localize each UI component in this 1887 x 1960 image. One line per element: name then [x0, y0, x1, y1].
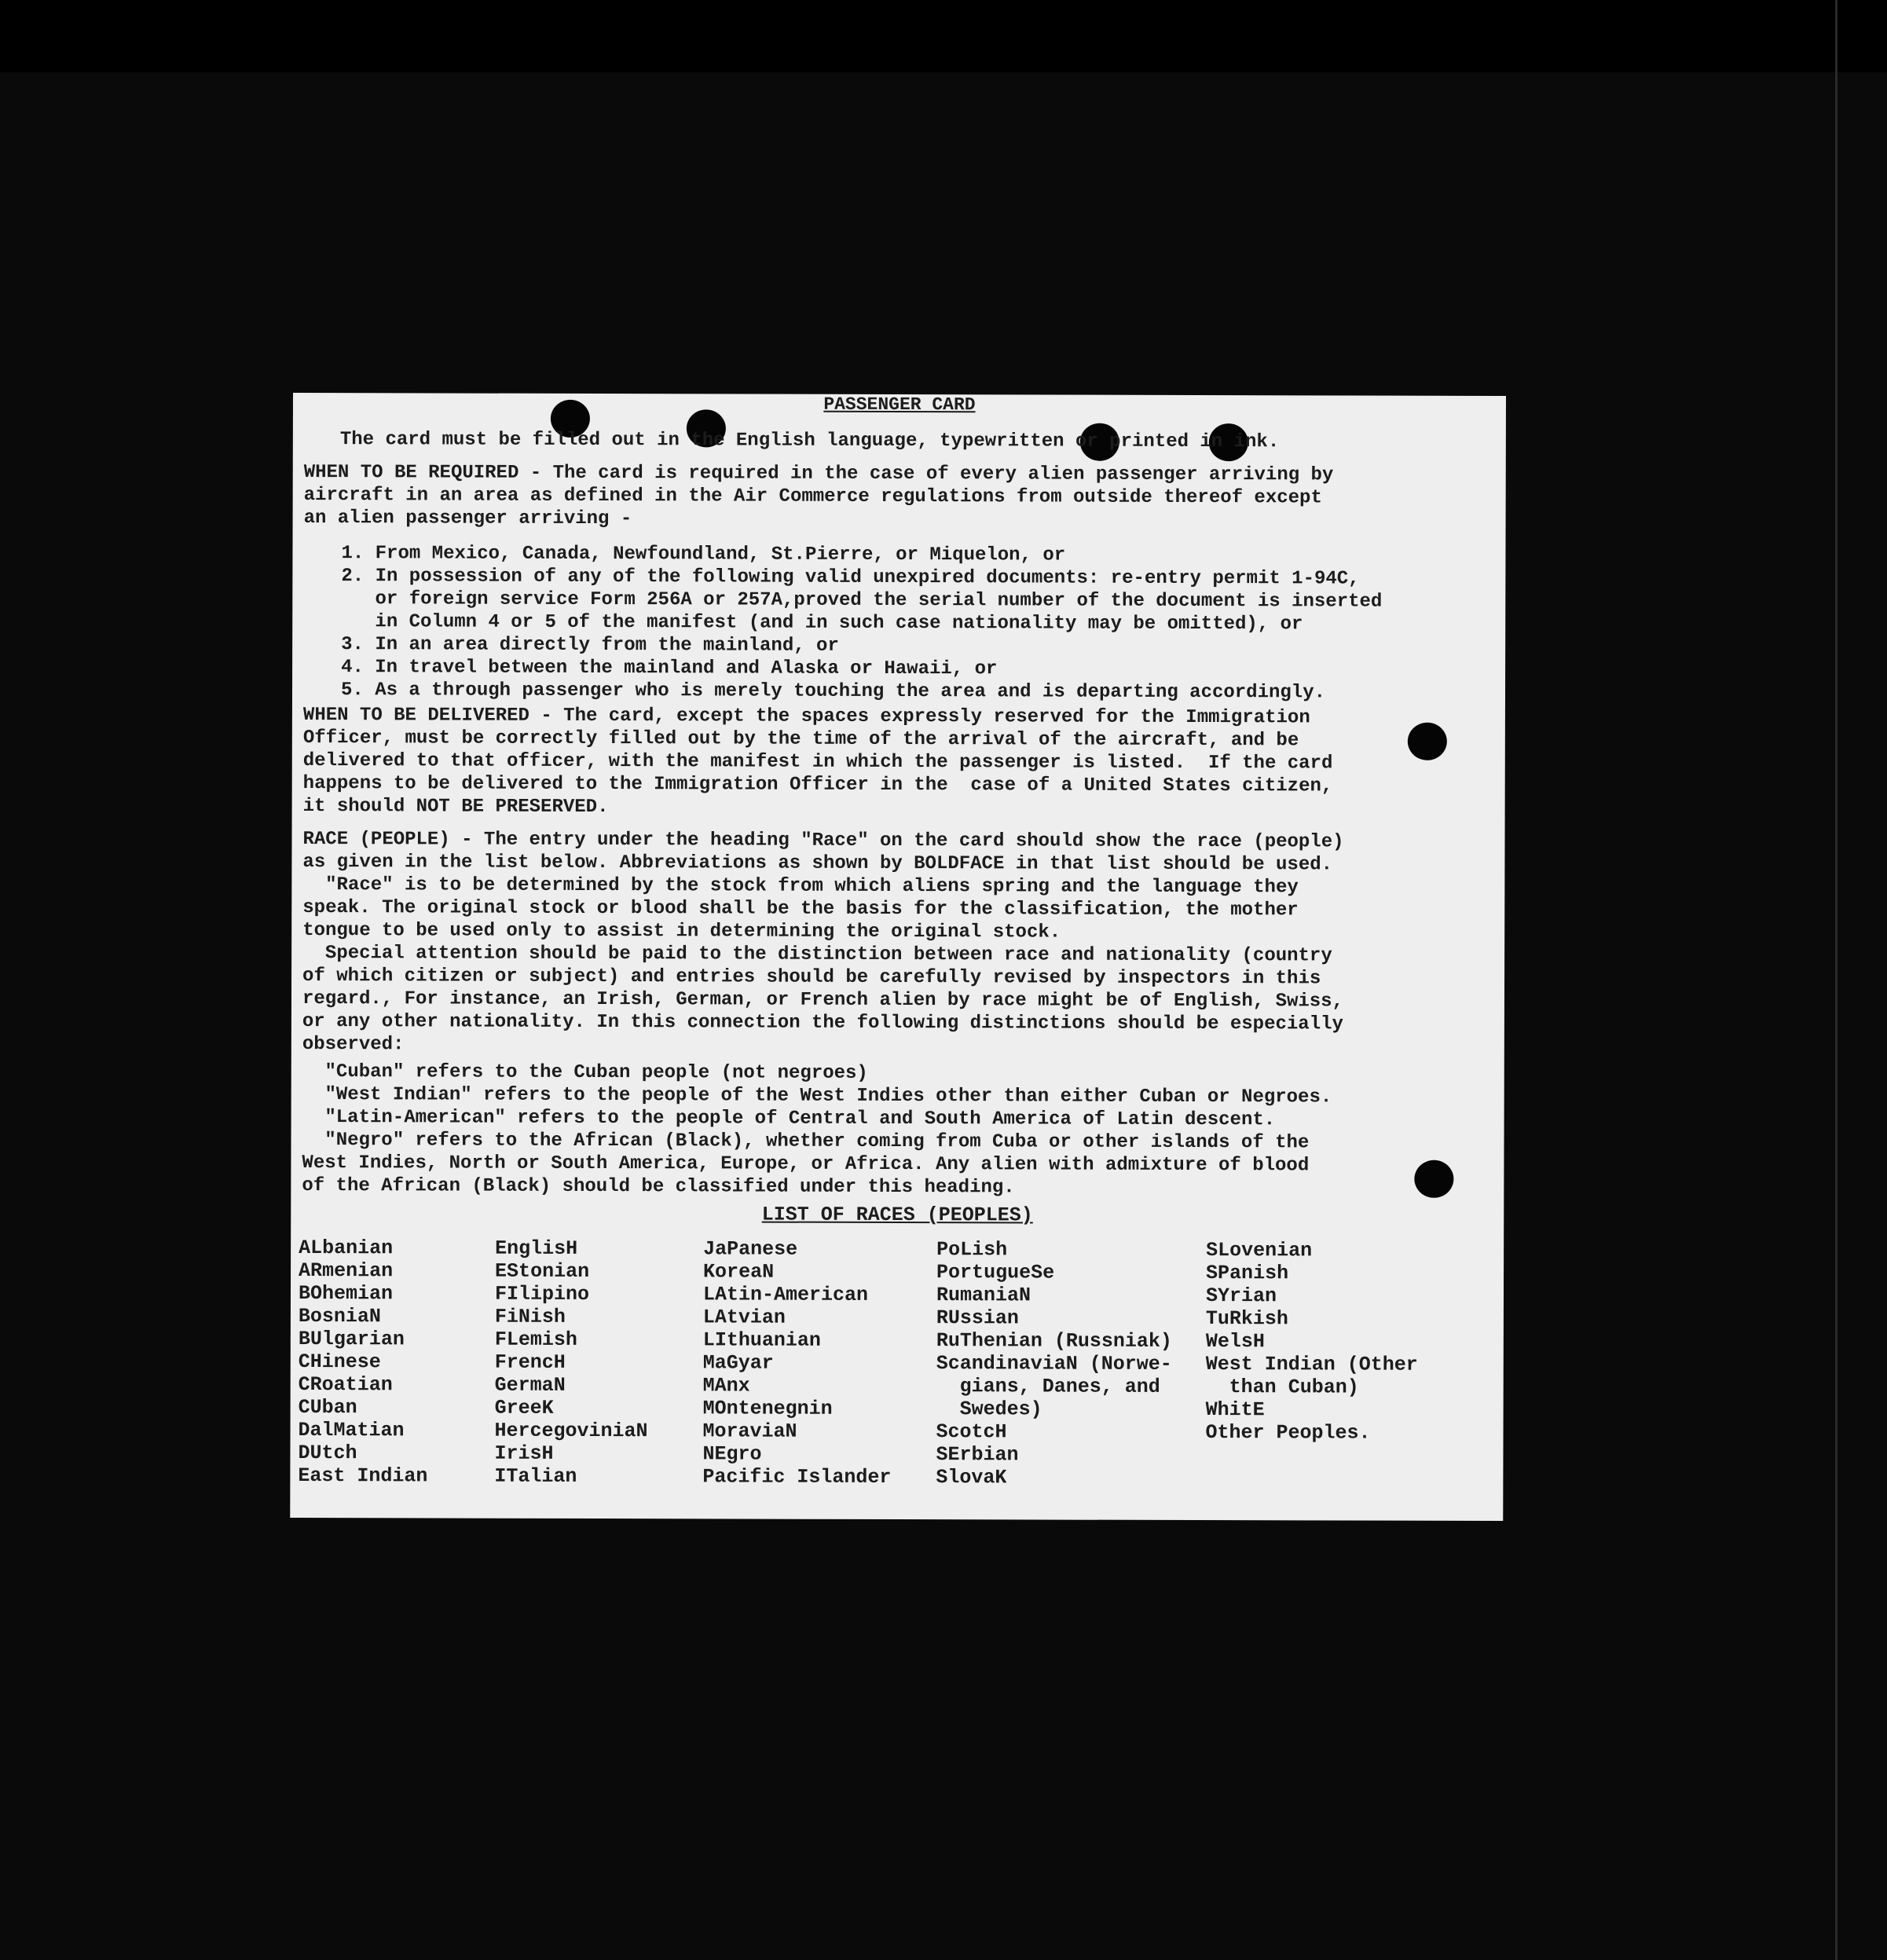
race-entry: SLovenian	[1206, 1239, 1313, 1262]
race-entry: CUban	[298, 1396, 357, 1420]
races-column-3	[702, 1237, 892, 1489]
delivered-section	[303, 704, 1333, 820]
delivered-line: it should NOT BE PRESERVED.	[302, 796, 609, 819]
race-entry: ALbanian	[299, 1236, 394, 1260]
punch-hole-6	[1414, 1160, 1453, 1198]
race-line: West Indies, North or South America, Europe, or Africa. Any alien with admixture of blood	[302, 1152, 1310, 1177]
race-entry: RUssian	[936, 1306, 1019, 1330]
required-line: WHEN TO BE REQUIRED - The card is required in the case of every alien passenger arriving by	[303, 462, 1334, 486]
race-line: regard., For instance, an Irish, German, or French alien by race might be of English, Swiss,	[302, 988, 1344, 1013]
delivered-line: happens to be delivered to the Immigration Officer in the case of a United States citizen,	[302, 773, 1333, 797]
required-line: an alien passenger arriving -	[303, 507, 632, 530]
intro-line: The card must be filled out in the English language, typewritten or printed in ink.	[339, 429, 1280, 453]
race-entry: NEgro	[702, 1442, 762, 1466]
race-line: Special attention should be paid to the distinction between race and nationality (country	[302, 943, 1332, 967]
race-line: "Race" is to be determined by the stock from which aliens spring and the language they	[302, 874, 1299, 899]
race-entry: BOhemian	[298, 1282, 394, 1306]
races-table	[298, 1236, 1493, 1507]
required-item: or foreign service Form 256A or 257A,proved the serial number of the document is inserted	[341, 588, 1383, 613]
race-entry: than Cuban)	[1205, 1376, 1359, 1399]
race-entry: IrisH	[494, 1442, 554, 1465]
race-line: "Latin-American" refers to the people of Central and South America of Latin descent.	[302, 1107, 1276, 1131]
required-section	[303, 461, 1383, 705]
delivered-line: Officer, must be correctly filled out by the time of the arrival of the aircraft, and be	[302, 727, 1299, 752]
race-entry: PoLish	[936, 1238, 1008, 1262]
race-entry: EStonian	[495, 1259, 590, 1283]
race-line: speak. The original stock or blood shall be the basis for the classification, the mother	[302, 897, 1299, 921]
delivered-line: WHEN TO BE DELIVERED - The card, except the spaces expressly reserved for the Immigration	[302, 705, 1310, 729]
race-entry: RuThenian (Russniak)	[936, 1329, 1172, 1353]
race-entry: CRoatian	[298, 1373, 393, 1397]
race-entry: FiNish	[494, 1305, 566, 1328]
race-entry: Other Peoples.	[1205, 1421, 1371, 1445]
race-line: or any other nationality. In this connection the following distinctions should be especially	[302, 1011, 1343, 1035]
race-line: RACE (PEOPLE) - The entry under the heading "Race" on the card should show the race (people)	[302, 829, 1344, 853]
race-line: "West Indian" refers to the people of the West Indies other than either Cuban or Negroes.	[302, 1084, 1332, 1108]
race-entry: GermaN	[494, 1373, 566, 1397]
race-entry: KoreaN	[703, 1260, 775, 1284]
race-entry: MAnx	[702, 1374, 750, 1398]
race-line: observed:	[302, 1034, 405, 1056]
required-item: 5. As a through passenger who is merely touching the area and is departing accordingly.	[340, 680, 1326, 704]
race-section	[302, 828, 1343, 1200]
required-item: 1. From Mexico, Canada, Newfoundland, St.Pierre, or Miquelon, or	[341, 543, 1066, 566]
race-entry: LAtvian	[702, 1306, 786, 1329]
list-of-races-title: LIST OF RACES (PEOPLES)	[761, 1203, 1033, 1227]
race-entry: SYrian	[1205, 1284, 1277, 1308]
required-line: aircraft in an area as defined in the Air Commerce regulations from outside thereof except	[303, 485, 1322, 509]
race-entry: LIthuanian	[702, 1328, 821, 1352]
required-item: 2. In possession of any of the following valid unexpired documents: re-entry permit 1-94C,	[341, 566, 1360, 590]
race-entry: Swedes)	[936, 1398, 1042, 1421]
card-title: PASSENGER CARD	[823, 394, 976, 416]
races-column-4	[936, 1238, 1172, 1489]
race-entry: PortugueSe	[936, 1261, 1055, 1284]
race-entry: MOntenegnin	[702, 1397, 833, 1420]
race-entry: WhitE	[1205, 1398, 1265, 1422]
race-entry: West Indian (Other	[1205, 1353, 1418, 1376]
race-entry: MaGyar	[702, 1351, 774, 1375]
race-entry: FIlipino	[494, 1282, 590, 1306]
race-entry: gians, Danes, and	[936, 1375, 1160, 1398]
race-entry: ARmenian	[299, 1259, 394, 1283]
race-entry: TuRkish	[1205, 1307, 1288, 1331]
race-entry: HercegoviniaN	[494, 1419, 648, 1443]
race-entry: WelsH	[1205, 1330, 1265, 1354]
race-entry: FrencH	[494, 1350, 566, 1374]
race-entry: MoraviaN	[702, 1420, 797, 1443]
race-entry: EnglisH	[495, 1236, 578, 1260]
race-entry: Pacific Islander	[702, 1465, 892, 1489]
race-entry: GreeK	[494, 1396, 554, 1420]
race-line: tongue to be used only to assist in determining the original stock.	[302, 920, 1061, 943]
race-entry: DUtch	[298, 1442, 357, 1465]
race-line: as given in the list below. Abbreviations as shown by BOLDFACE in that list should be used.	[302, 852, 1333, 876]
race-entry: ITalian	[494, 1464, 577, 1488]
race-entry: SPanish	[1206, 1262, 1289, 1285]
race-line: of the African (Black) should be classified under this heading.	[302, 1175, 1015, 1199]
race-entry: DalMatian	[298, 1419, 405, 1442]
required-item: in Column 4 or 5 of the manifest (and in such case nationality may be omitted), or	[341, 611, 1303, 636]
scan-top-band	[0, 0, 1887, 72]
races-column-1	[298, 1236, 428, 1487]
race-entry: SlovaK	[936, 1466, 1007, 1489]
race-entry: BosniaN	[298, 1305, 381, 1328]
passenger-card	[290, 393, 1506, 1521]
punch-hole-5	[1408, 723, 1447, 760]
races-column-2	[494, 1237, 648, 1489]
race-entry: CHinese	[298, 1350, 381, 1374]
race-entry: East Indian	[298, 1464, 428, 1488]
scan-edge-line	[1835, 0, 1838, 1960]
required-item: 3. In an area directly from the mainland, or	[341, 634, 839, 657]
race-entry: JaPanese	[703, 1237, 798, 1261]
race-entry: FLemish	[494, 1328, 577, 1351]
race-entry: RumaniaN	[936, 1284, 1031, 1307]
race-line: "Negro" refers to the African (Black), whether coming from Cuba or other islands of the	[302, 1130, 1310, 1154]
race-entry: SErbian	[936, 1443, 1019, 1467]
race-entry: LAtin-American	[702, 1283, 869, 1306]
races-column-5	[1206, 1239, 1419, 1445]
required-item: 4. In travel between the mainland and Alaska or Hawaii, or	[341, 657, 998, 680]
race-entry: ScandinaviaN (Norwe-	[936, 1352, 1172, 1376]
race-line: "Cuban" refers to the Cuban people (not negroes)	[302, 1061, 868, 1084]
race-entry: ScotcH	[936, 1420, 1007, 1444]
race-entry: BUlgarian	[298, 1328, 405, 1351]
delivered-line: delivered to that officer, with the manifest in which the passenger is listed. If the card	[302, 750, 1333, 775]
race-line: of which citizen or subject) and entries should be carefully revised by inspectors in this	[302, 965, 1321, 990]
